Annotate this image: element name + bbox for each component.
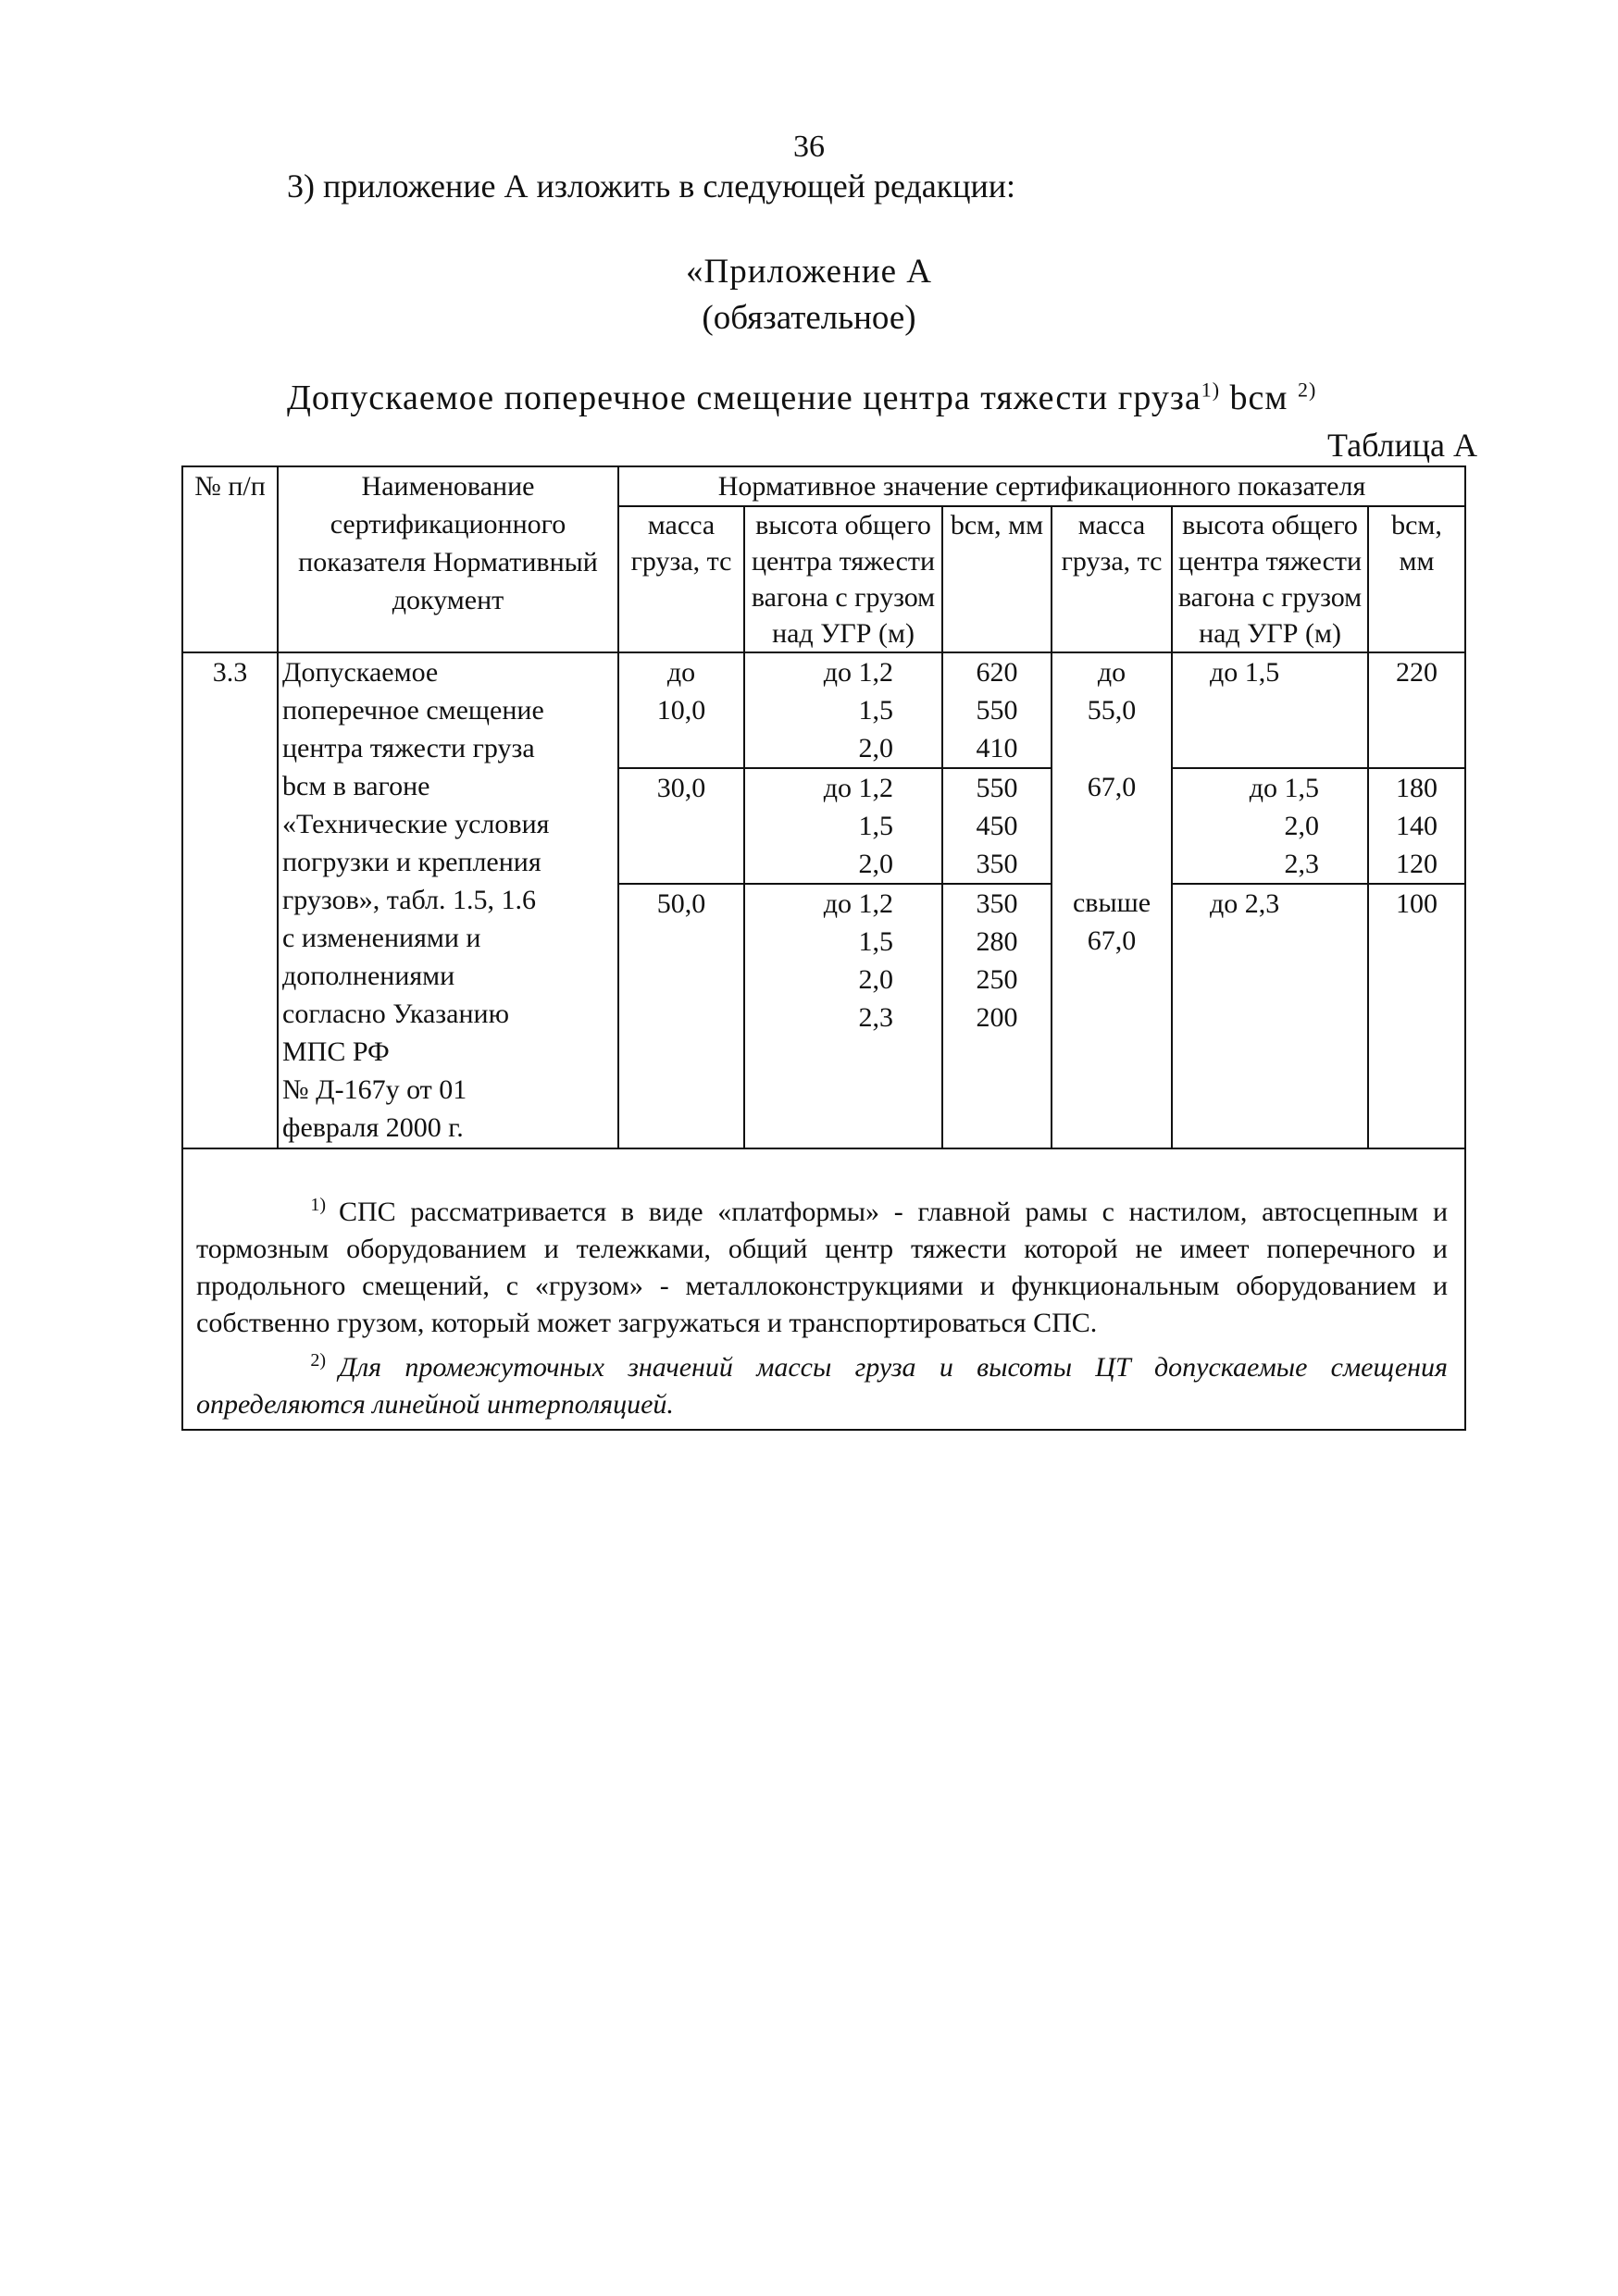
indicator-line: дополнениями [282,961,455,991]
footnote-1-text: СПС рассматривается в виде «платформы» - главной рамы с настилом, автосцепным и тормозным оборудованием и тележками, общий центр тяжести которой не имеет поперечного и продольного смещений, с «грузом» - металлоконструкциями и функциональным оборудованием и собственно грузом, который может загружаться и транспортироваться СПС. [196,1197,1448,1338]
footnote-1-mark: 1) [310,1195,326,1215]
height-left-1 [744,652,942,768]
value: 180 [1396,773,1438,803]
indicator-line: поперечное смещение [282,695,544,726]
value: 100 [1396,888,1438,919]
value: 220 [1396,657,1438,688]
header-bcm-right: bсм, мм [1368,506,1465,652]
height-left-3 [744,884,942,1148]
header-normative-value: Нормативное значение сертификационного показателя [618,466,1465,506]
page-number: 36 [793,130,825,164]
row-number: 3.3 [182,652,278,1148]
value: до 2,3 [1210,888,1280,919]
value: 280 [976,926,1018,957]
indicator-line: грузов», табл. 1.5, 1.6 [282,885,537,915]
value: 50,0 [656,888,706,919]
value: 2,0 [858,964,893,995]
value: до 1,5 [1210,657,1280,688]
table-label: Таблица А [1327,427,1477,464]
bcm-right-1 [1368,652,1465,768]
value: 2,0 [858,849,893,879]
header-indicator: Наименование сертификационного показателя Нормативный документ [278,466,618,652]
heading-symbol: bсм [1229,379,1288,417]
value: до 1,2 [823,888,893,919]
bcm-left-3 [942,884,1052,1148]
value: 1,5 [858,926,893,957]
footnote-row [182,1148,1465,1430]
footnote-1 [196,1186,1448,1342]
indicator-line: Допускаемое [282,657,439,688]
appendix-title: «Приложение А [685,253,933,291]
indicator-line: с изменениями и [282,923,481,953]
value: 2,0 [1284,811,1319,841]
bcm-right-2 [1368,768,1465,884]
bcm-left-1 [942,652,1052,768]
mass-right-3 [1052,884,1172,1148]
value: 120 [1396,849,1438,879]
mass-right-1 [1052,652,1172,768]
mass-left-1 [618,652,744,768]
heading-footnote-1: 1) [1201,378,1221,402]
value: 10,0 [656,695,706,726]
indicator-line: «Технические условия [282,809,550,839]
value: до 1,2 [823,657,893,688]
footnotes [182,1148,1465,1430]
bcm-right-3 [1368,884,1465,1148]
footnote-2-mark: 2) [310,1350,326,1371]
header-bcm-left: bсм, мм [942,506,1052,652]
value: до 1,2 [823,773,893,803]
mass-left-2 [618,768,744,884]
mass-right-2 [1052,768,1172,884]
value: 410 [976,733,1018,763]
indicator-line: погрузки и крепления [282,847,541,877]
header-mass-left: масса груза, тс [618,506,744,652]
header-num: № п/п [182,466,278,652]
header-height-left: высота общего центра тяжести вагона с грузом над УГР (м) [744,506,942,652]
height-right-3 [1172,884,1368,1148]
header-row-1 [182,466,1465,506]
indicator-cell [278,652,618,1148]
table-heading-text: Допускаемое поперечное смещение центра тяжести груза [287,379,1201,417]
value: 550 [976,695,1018,726]
mass-left-3 [618,884,744,1148]
indicator-line: bсм в вагоне [282,771,430,801]
height-right-2 [1172,768,1368,884]
indicator-line: согласно Указанию [282,999,509,1029]
value: 450 [976,811,1018,841]
footnote-2-text: Для промежуточных значений массы груза и высоты ЦТ допускаемые смещения определяются линейной интерполяцией. [196,1352,1448,1420]
intro-text: 3) приложение А изложить в следующей редакции: [287,168,1016,205]
value: 67,0 [1087,925,1137,956]
value: 1,5 [858,695,893,726]
value: 1,5 [858,811,893,841]
appendix-status: (обязательное) [702,299,916,337]
table-row [182,652,1465,768]
value: 200 [976,1002,1018,1033]
indicator-line: МПС РФ [282,1036,390,1067]
certification-table [181,465,1466,1431]
header-mass-right: масса груза, тс [1052,506,1172,652]
value: 140 [1396,811,1438,841]
value: до 1,5 [1249,773,1319,803]
value: 350 [976,888,1018,919]
footnote-2 [196,1342,1448,1423]
value: свыше [1072,887,1151,918]
indicator-line: центра тяжести груза [282,733,535,763]
heading-footnote-2: 2) [1297,378,1317,402]
value: 2,3 [858,1002,893,1033]
bcm-left-2 [942,768,1052,884]
value: 67,0 [1087,772,1137,802]
value: до [1097,657,1126,688]
height-right-1 [1172,652,1368,768]
header-height-right: высота общего центра тяжести вагона с грузом над УГР (м) [1172,506,1368,652]
value: до [666,657,696,688]
value: 55,0 [1087,695,1137,726]
value: 550 [976,773,1018,803]
value: 2,3 [1284,849,1319,879]
value: 250 [976,964,1018,995]
indicator-line: февраля 2000 г. [282,1112,464,1143]
value: 2,0 [858,733,893,763]
value: 30,0 [656,773,706,803]
indicator-line: № Д-167у от 01 [282,1074,467,1105]
value: 350 [976,849,1018,879]
value: 620 [976,657,1018,688]
height-left-2 [744,768,942,884]
table-heading [287,378,1316,418]
